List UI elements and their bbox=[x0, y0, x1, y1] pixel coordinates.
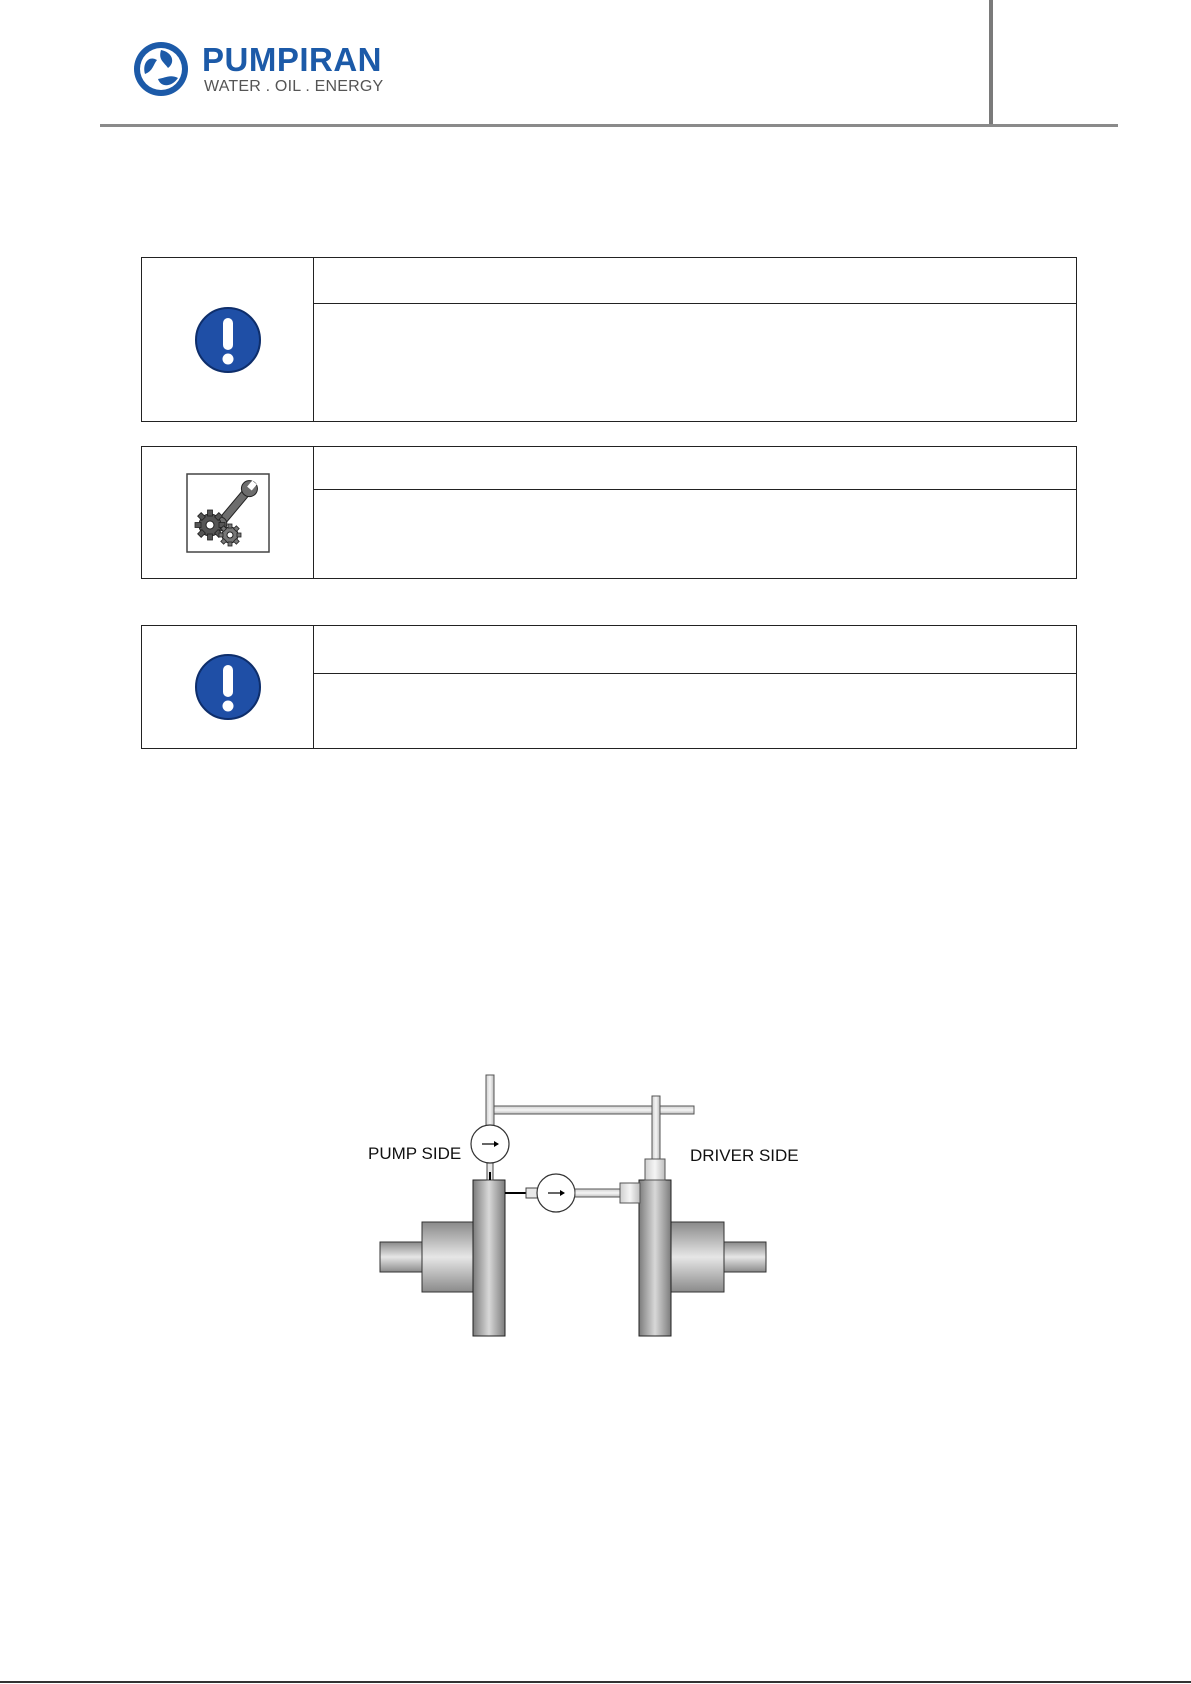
company-logo bbox=[132, 40, 392, 102]
pump-flange bbox=[473, 1180, 505, 1336]
notice-title bbox=[314, 447, 1076, 490]
notice-body bbox=[314, 258, 1076, 421]
exclamation-circle-icon bbox=[194, 306, 262, 374]
bracket-clamp-driver bbox=[645, 1159, 665, 1180]
pump-shaft bbox=[380, 1242, 424, 1272]
dial-clamp-side bbox=[620, 1183, 640, 1203]
dial-arm-side bbox=[575, 1189, 625, 1197]
pump-hub bbox=[422, 1222, 478, 1292]
pump-side-label: PUMP SIDE bbox=[368, 1144, 462, 1163]
notice-body bbox=[314, 447, 1076, 578]
pumpiran-swirl-logo-icon bbox=[132, 40, 190, 98]
notice-box-attention bbox=[141, 257, 1077, 422]
notice-text bbox=[314, 674, 1076, 748]
notice-box-maintenance bbox=[141, 446, 1077, 579]
notice-icon-cell bbox=[142, 258, 314, 421]
bracket-vertical-driver bbox=[652, 1096, 660, 1160]
notice-text bbox=[314, 490, 1076, 578]
bracket-vertical-pump bbox=[486, 1075, 494, 1133]
notice-box-attention bbox=[141, 625, 1077, 749]
brand-tagline: WATER . OIL . ENERGY bbox=[204, 78, 384, 95]
notice-icon-cell bbox=[142, 447, 314, 578]
notice-body bbox=[314, 626, 1076, 748]
coupling-alignment-figure bbox=[360, 1070, 820, 1340]
notice-text bbox=[314, 304, 1076, 421]
driver-shaft bbox=[722, 1242, 766, 1272]
footer-divider bbox=[0, 1681, 1191, 1683]
exclamation-circle-icon bbox=[194, 653, 262, 721]
header-divider bbox=[100, 124, 1118, 127]
wrench-gears-icon bbox=[186, 473, 270, 553]
brand-name: PUMPIRAN bbox=[202, 41, 383, 78]
coupling-alignment-drawing bbox=[360, 1070, 820, 1340]
driver-hub bbox=[668, 1222, 724, 1292]
driver-flange bbox=[639, 1180, 671, 1336]
dial-stem-side bbox=[526, 1188, 538, 1198]
header-vertical-divider bbox=[989, 0, 993, 126]
notice-title bbox=[314, 258, 1076, 304]
notice-icon-cell bbox=[142, 626, 314, 748]
notice-title bbox=[314, 626, 1076, 674]
driver-side-label: DRIVER SIDE bbox=[690, 1146, 799, 1165]
bracket-horizontal-bar bbox=[494, 1106, 694, 1114]
